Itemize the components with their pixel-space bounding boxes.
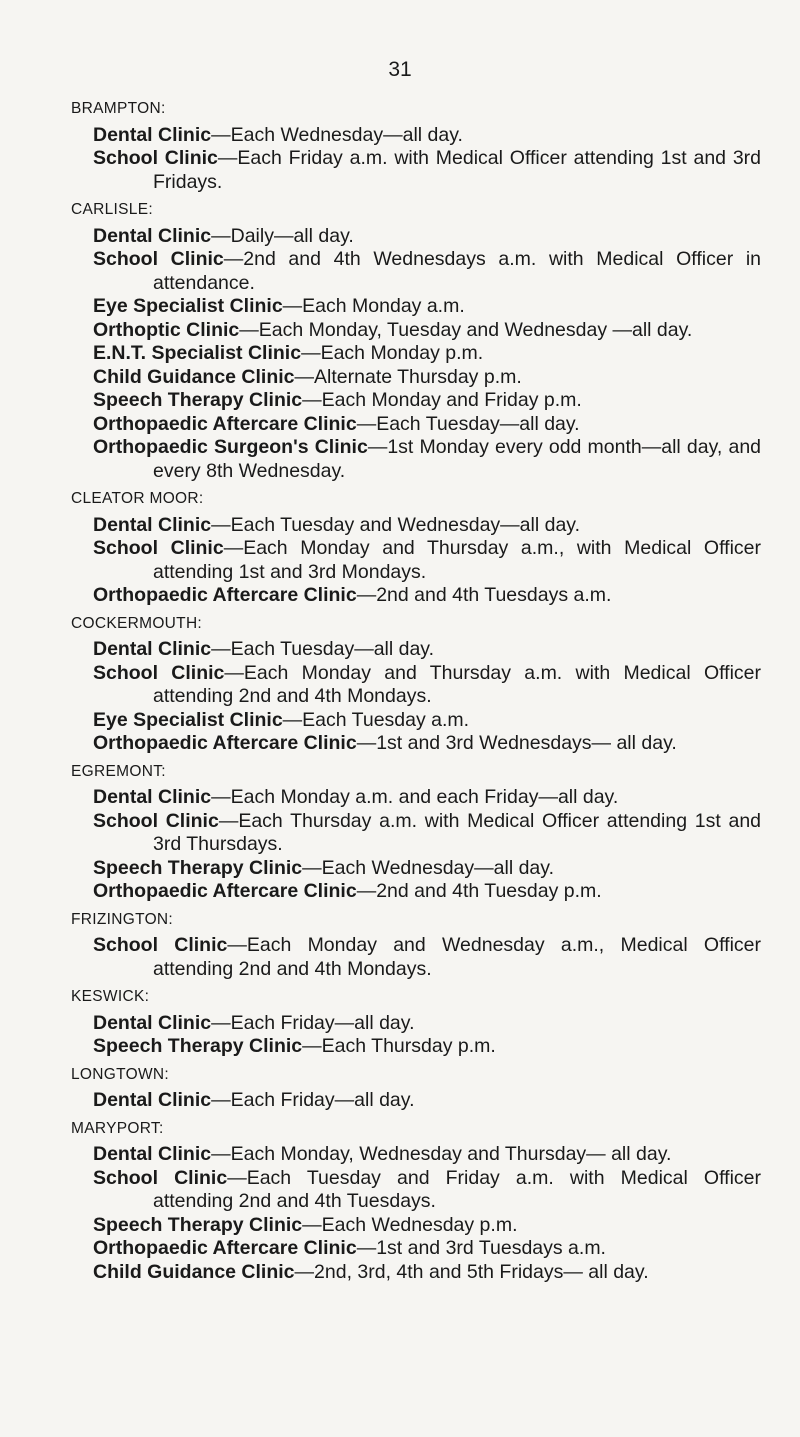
clinic-name: Dental Clinic: [93, 1011, 212, 1034]
clinic-name: Dental Clinic: [93, 123, 212, 146]
clinic-name: Orthopaedic Aftercare Clinic: [93, 1237, 357, 1259]
town-section: [71, 1063, 761, 1113]
clinic-schedule-details: —1st and 3rd Tuesdays a.m.: [356, 1237, 606, 1259]
clinic-entry: [93, 810, 761, 857]
clinic-name: Speech Therapy Clinic: [93, 1213, 303, 1236]
clinic-schedule-details: —Each Friday—all day.: [211, 1011, 415, 1034]
clinic-entry: [93, 934, 761, 981]
town-section: [71, 612, 761, 756]
clinic-entry: [93, 1214, 761, 1238]
clinic-schedule-details: —Each Tuesday and Wednesday—all day.: [211, 513, 581, 536]
town-heading: LONGTOWN:: [71, 1065, 170, 1083]
clinic-schedule-details: —Each Monday p.m.: [301, 342, 484, 364]
clinic-schedule-details: —2nd and 4th Wednesdays a.m. with Medical Officer in attendance.: [153, 248, 762, 294]
clinic-schedule-details: —Each Monday a.m. and each Friday—all day.: [211, 786, 619, 808]
clinic-entry: [93, 1167, 761, 1214]
clinic-entry: [93, 389, 761, 413]
clinic-schedule-details: —1st Monday every odd month—all day, and every 8th Wednesday.: [153, 436, 762, 482]
clinic-name: School Clinic: [93, 809, 219, 832]
clinic-name: Orthopaedic Aftercare Clinic: [93, 732, 357, 754]
clinic-name: School Clinic: [93, 147, 218, 169]
clinic-entry: [93, 857, 761, 881]
clinic-entry: [93, 225, 761, 249]
clinic-name: Child Guidance Clinic: [93, 1260, 295, 1283]
clinic-entry: [93, 1261, 761, 1285]
clinic-schedule-details: —Each Monday a.m.: [282, 295, 465, 317]
clinic-schedule-details: —Daily—all day.: [211, 224, 354, 247]
clinic-schedule-details: —Each Thursday p.m.: [302, 1035, 496, 1057]
clinic-name: Eye Specialist Clinic: [93, 295, 283, 317]
clinic-entry: [93, 1237, 761, 1261]
clinic-entry: [93, 638, 761, 662]
clinic-entry: [93, 584, 761, 608]
clinic-schedule-details: —Each Monday and Thursday a.m. with Medical Officer attending 2nd and 4th Mondays.: [153, 661, 762, 707]
clinic-entry: [93, 147, 761, 194]
town-heading: MARYPORT:: [71, 1119, 164, 1137]
clinic-name: Orthopaedic Surgeon's Clinic: [93, 436, 368, 458]
clinic-name: Dental Clinic: [93, 513, 212, 536]
clinic-schedule-details: —Each Monday and Friday p.m.: [302, 389, 582, 411]
clinic-name: Orthoptic Clinic: [93, 318, 240, 341]
clinic-entry: [93, 662, 761, 709]
clinic-entry: [93, 1143, 761, 1167]
town-heading: KESWICK:: [71, 988, 150, 1005]
town-heading: EGREMONT:: [71, 762, 166, 780]
clinic-entry: [93, 732, 761, 756]
clinic-entry: [93, 295, 761, 319]
clinic-schedule-details: —1st and 3rd Wednesdays— all day.: [356, 732, 677, 754]
clinic-name: Dental Clinic: [93, 638, 212, 660]
town-heading: BRAMPTON:: [71, 100, 166, 117]
clinic-entry: [93, 124, 761, 148]
clinic-name: Eye Specialist Clinic: [93, 708, 283, 731]
clinic-entry: [93, 413, 761, 437]
clinic-entry: [93, 248, 761, 295]
clinic-name: Dental Clinic: [93, 786, 212, 808]
town-heading: CLEATOR MOOR:: [71, 490, 204, 507]
clinic-entry: [93, 1035, 761, 1059]
clinic-entry: [93, 709, 761, 733]
clinic-entry: [93, 786, 761, 810]
clinic-schedule-details: —Each Tuesday—all day.: [211, 638, 435, 660]
clinic-schedule-details: —Alternate Thursday p.m.: [294, 365, 522, 388]
clinic-schedule-details: —Each Wednesday—all day.: [302, 856, 554, 879]
clinic-name: Speech Therapy Clinic: [93, 389, 303, 411]
clinic-name: Dental Clinic: [93, 1089, 212, 1111]
clinic-entry: [93, 537, 761, 584]
clinic-name: Orthopaedic Aftercare Clinic: [93, 584, 357, 606]
clinic-name: Orthopaedic Aftercare Clinic: [93, 880, 357, 902]
clinic-schedule-details: —Each Tuesday—all day.: [356, 412, 580, 435]
clinic-schedule-details: —Each Thursday a.m. with Medical Officer attending 1st and 3rd Thursdays.: [153, 809, 762, 855]
clinic-entry: [93, 1012, 761, 1036]
clinic-schedule-details: —2nd and 4th Tuesdays a.m.: [356, 584, 612, 606]
clinic-name: School Clinic: [93, 661, 225, 684]
clinic-schedule-details: —Each Wednesday—all day.: [211, 123, 463, 146]
clinic-name: School Clinic: [93, 537, 224, 559]
clinic-name: Dental Clinic: [93, 224, 212, 247]
clinic-entry: [93, 880, 761, 904]
clinic-schedule: [71, 93, 761, 1284]
clinic-schedule-details: —Each Friday a.m. with Medical Officer attending 1st and 3rd Fridays.: [153, 147, 761, 193]
clinic-schedule-details: —Each Tuesday a.m.: [282, 708, 470, 731]
clinic-schedule-details: —Each Monday and Wednesday a.m., Medical Officer attending 2nd and 4th Mondays.: [153, 934, 761, 980]
town-section: [71, 908, 761, 982]
town-section: [71, 97, 761, 194]
clinic-schedule-details: —Each Monday, Tuesday and Wednesday —all day.: [239, 318, 693, 341]
clinic-schedule-details: —2nd and 4th Tuesday p.m.: [356, 880, 602, 902]
town-section: [71, 198, 761, 483]
page-number: 31: [388, 58, 412, 81]
clinic-name: School Clinic: [93, 934, 228, 956]
clinic-entry: [93, 436, 761, 483]
clinic-name: Speech Therapy Clinic: [93, 856, 303, 879]
clinic-schedule-details: —Each Wednesday p.m.: [302, 1213, 518, 1236]
clinic-schedule-details: —Each Friday—all day.: [211, 1089, 415, 1111]
town-section: [71, 1117, 761, 1285]
clinic-name: Speech Therapy Clinic: [93, 1035, 303, 1057]
town-section: [71, 985, 761, 1059]
clinic-entry: [93, 366, 761, 390]
clinic-entry: [93, 342, 761, 366]
clinic-schedule-details: —Each Tuesday and Friday a.m. with Medical Officer attending 2nd and 4th Tuesdays.: [153, 1166, 761, 1212]
clinic-name: Child Guidance Clinic: [93, 365, 295, 388]
clinic-entry: [93, 514, 761, 538]
clinic-name: Orthopaedic Aftercare Clinic: [93, 412, 357, 435]
clinic-name: School Clinic: [93, 1166, 228, 1189]
clinic-schedule-details: —2nd, 3rd, 4th and 5th Fridays— all day.: [294, 1260, 649, 1283]
clinic-schedule-details: —Each Monday and Thursday a.m., with Medical Officer attending 1st and 3rd Mondays.: [153, 537, 761, 583]
clinic-schedule-details: —Each Monday, Wednesday and Thursday— all day.: [211, 1143, 672, 1165]
town-heading: FRIZINGTON:: [71, 910, 174, 928]
town-heading: CARLISLE:: [71, 201, 153, 218]
town-section: [71, 760, 761, 904]
clinic-name: Dental Clinic: [93, 1143, 212, 1165]
town-section: [71, 487, 761, 608]
clinic-entry: [93, 319, 761, 343]
town-heading: COCKERMOUTH:: [71, 614, 203, 632]
clinic-name: School Clinic: [93, 248, 224, 270]
clinic-name: E.N.T. Specialist Clinic: [93, 342, 302, 364]
clinic-entry: [93, 1089, 761, 1113]
